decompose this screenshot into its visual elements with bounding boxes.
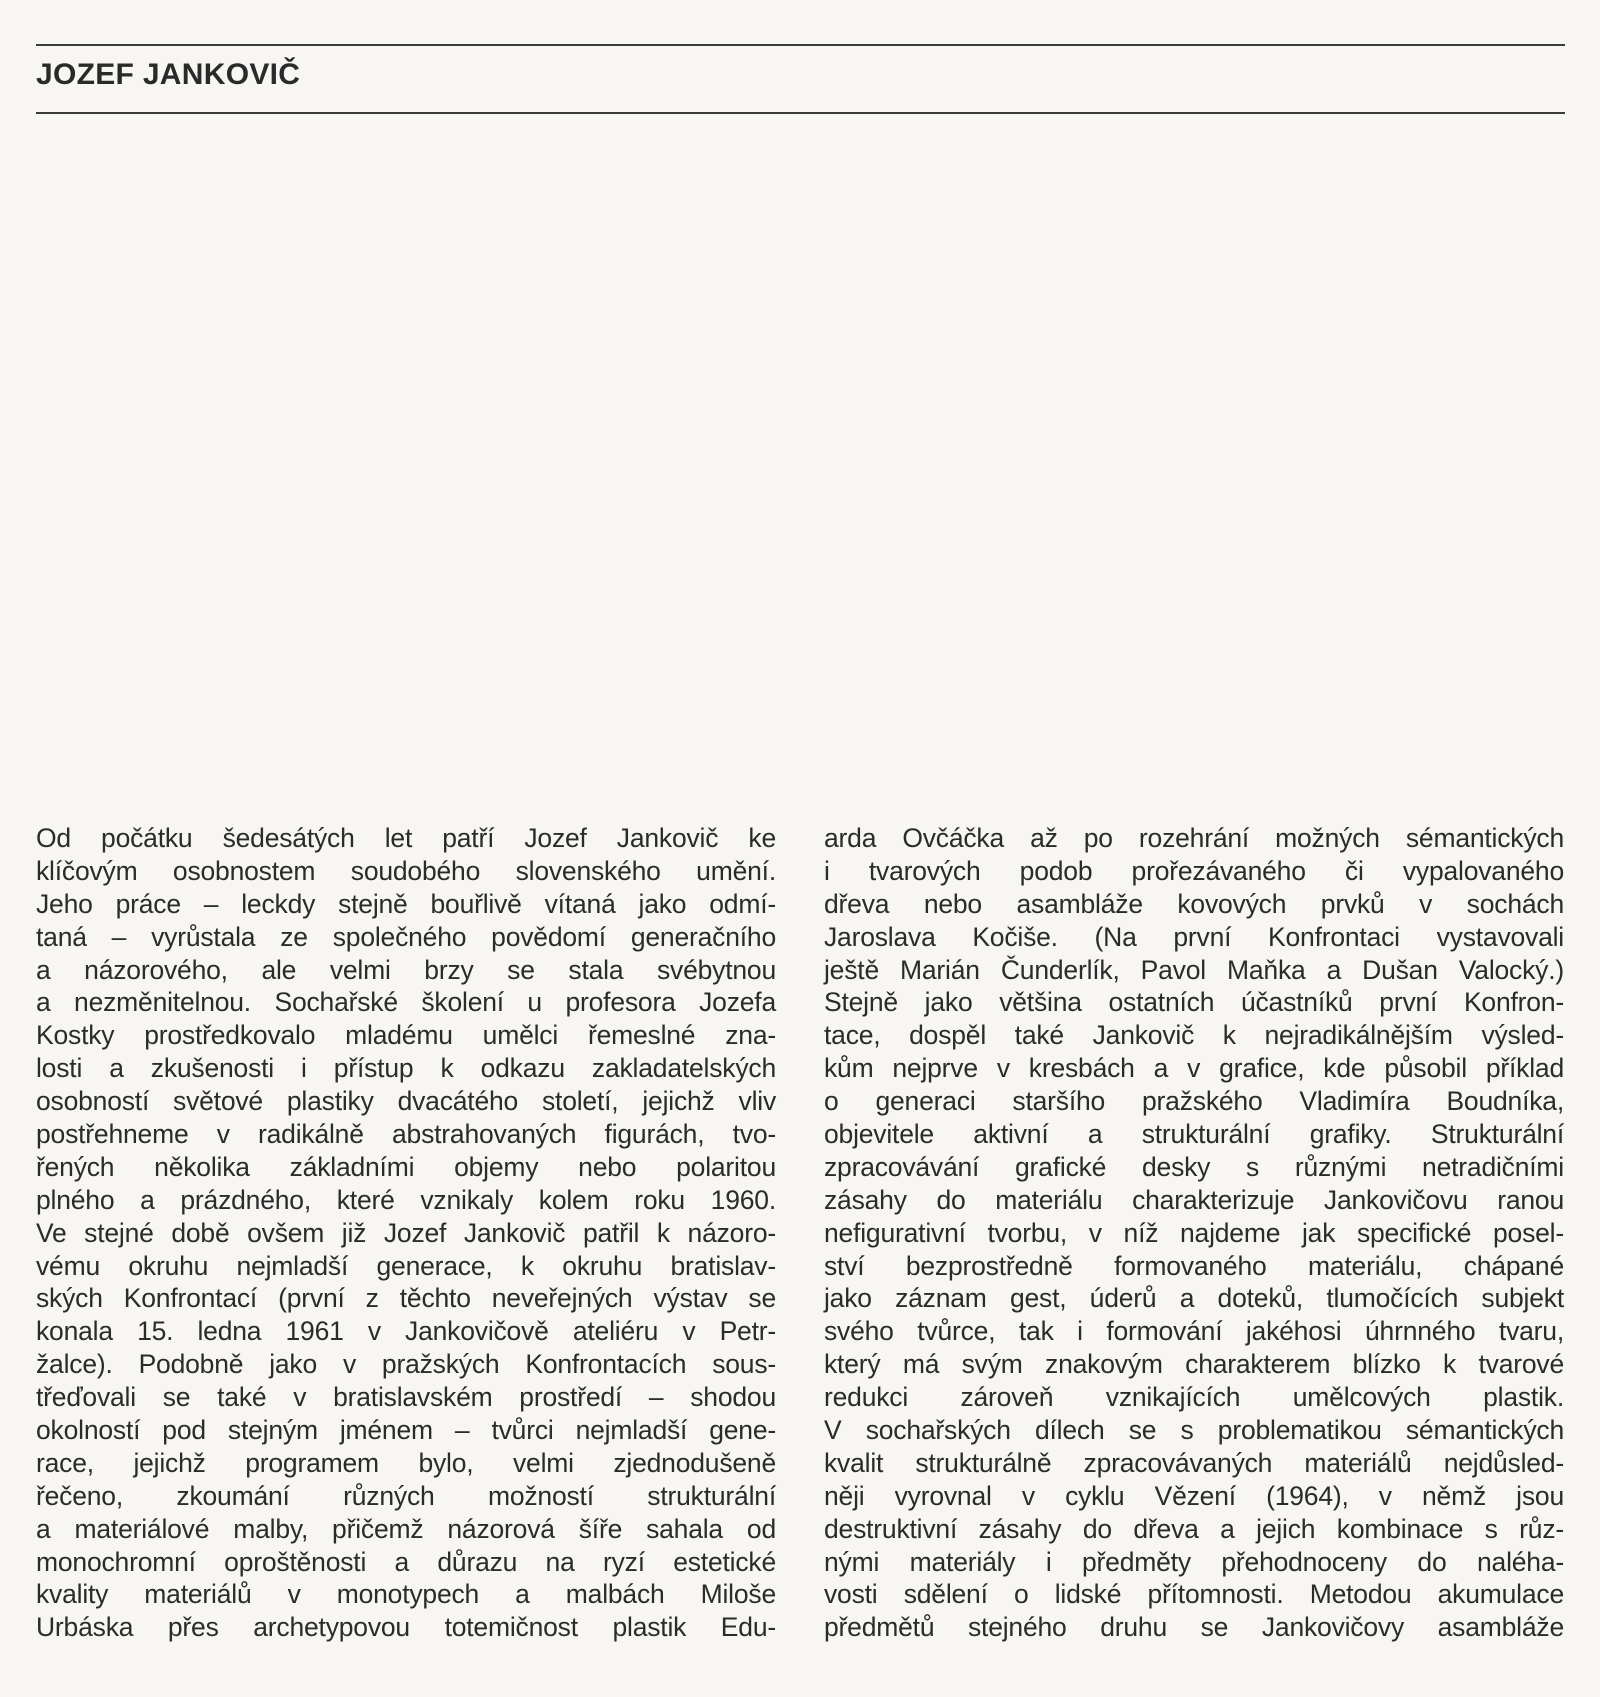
text-line: Od počátku šedesátých let patří Jozef Jankovič ke xyxy=(36,823,776,853)
text-column-right xyxy=(824,822,1564,1644)
text-line: i tvarových podob prořezávaného či vypalovaného xyxy=(824,855,1564,886)
text-line: nými materiály i předměty přehodnoceny do naléha- xyxy=(824,1546,1564,1577)
text-line: který má svým znakovým charakterem blízko k tvarové xyxy=(824,1349,1564,1380)
text-line: řečeno, zkoumání různých možností strukturální xyxy=(36,1480,776,1511)
text-line: arda Ovčáčka až po rozehrání možných sémantických xyxy=(824,823,1564,853)
text-line: třeďovali se také v bratislavském prostředí – shodou xyxy=(36,1382,776,1413)
text-line: Kostky prostředkovalo mladému umělci řemeslné zna- xyxy=(36,1020,776,1051)
text-line: vosti sdělení o lidské přítomnosti. Metodou akumulace xyxy=(824,1579,1564,1610)
title-underline-rule xyxy=(36,112,1565,114)
text-line: klíčovým osobnostem soudobého slovenského umění. xyxy=(36,855,776,886)
text-line: a nezměnitelnou. Sochařské školení u profesora Jozefa xyxy=(36,987,776,1018)
text-line: Jaroslava Kočiše. (Na první Konfrontaci vystavovali xyxy=(824,921,1564,952)
text-line: o generaci staršího pražského Vladimíra Boudníka, xyxy=(824,1086,1564,1117)
text-line: Urbáska přes archetypovou totemičnost plastik Edu- xyxy=(36,1612,776,1643)
text-line: kvalit strukturálně zpracovávaných materiálů nejdůsled- xyxy=(824,1447,1564,1478)
text-line: Stejně jako většina ostatních účastníků první Konfron- xyxy=(824,987,1564,1018)
text-line: kům nejprve v kresbách a v grafice, kde působil příklad xyxy=(824,1053,1564,1084)
text-line: objevitele aktivní a strukturální grafiky. Strukturální xyxy=(824,1119,1564,1150)
text-line: konala 15. ledna 1961 v Jankovičově ateliéru v Petr- xyxy=(36,1316,776,1347)
text-line: svého tvůrce, tak i formování jakéhosi úhrnného tvaru, xyxy=(824,1316,1564,1347)
text-line: postřehneme v radikálně abstrahovaných figurách, tvo- xyxy=(36,1119,776,1150)
text-line: losti a zkušenosti i přístup k odkazu zakladatelských xyxy=(36,1053,776,1084)
text-line: race, jejichž programem bylo, velmi zjednodušeně xyxy=(36,1447,776,1478)
page-title: JOZEF JANKOVIČ xyxy=(36,58,301,91)
text-line: ství bezprostředně formovaného materiálu, chápané xyxy=(824,1250,1564,1281)
text-line: dřeva nebo asambláže kovových prvků v sochách xyxy=(824,888,1564,919)
text-line: nefigurativní tvorbu, v níž najdeme jak specifické posel- xyxy=(824,1217,1564,1248)
text-line: jako záznam gest, úderů a doteků, tlumočících subjekt xyxy=(824,1283,1564,1314)
top-rule xyxy=(36,44,1565,46)
text-line: něji vyrovnal v cyklu Vězení (1964), v němž jsou xyxy=(824,1480,1564,1511)
text-line: monochromní oproštěnosti a důrazu na ryzí estetické xyxy=(36,1546,776,1577)
text-line: zásahy do materiálu charakterizuje Jankovičovu ranou xyxy=(824,1184,1564,1215)
text-line: okolností pod stejným jménem – tvůrci nejmladší gene- xyxy=(36,1415,776,1446)
text-line: V sochařských dílech se s problematikou sémantických xyxy=(824,1415,1564,1446)
text-line: řených několika základními objemy nebo polaritou xyxy=(36,1151,776,1182)
text-line: předmětů stejného druhu se Jankovičovy asambláže xyxy=(824,1612,1564,1643)
text-line: ských Konfrontací (první z těchto neveřejných výstav se xyxy=(36,1283,776,1314)
text-line: Jeho práce – leckdy stejně bouřlivě vítaná jako odmí- xyxy=(36,888,776,919)
text-line: tace, dospěl také Jankovič k nejradikálnějším výsled- xyxy=(824,1020,1564,1051)
text-line: Ve stejné době ovšem již Jozef Jankovič patřil k názoro- xyxy=(36,1217,776,1248)
text-line: plného a prázdného, které vznikaly kolem roku 1960. xyxy=(36,1184,776,1215)
text-column-left xyxy=(36,822,776,1644)
text-line: a názorového, ale velmi brzy se stala svébytnou xyxy=(36,954,776,985)
text-line: ještě Marián Čunderlík, Pavol Maňka a Dušan Valocký.) xyxy=(824,954,1564,985)
text-line: a materiálové malby, přičemž názorová šíře sahala od xyxy=(36,1513,776,1544)
text-line: redukci zároveň vznikajících umělcových plastik. xyxy=(824,1382,1564,1413)
text-line: destruktivní zásahy do dřeva a jejich kombinace s růz- xyxy=(824,1513,1564,1544)
text-line: vému okruhu nejmladší generace, k okruhu bratislav- xyxy=(36,1250,776,1281)
text-line: žalce). Podobně jako v pražských Konfrontacích sous- xyxy=(36,1349,776,1380)
text-line: zpracovávání grafické desky s různými netradičními xyxy=(824,1151,1564,1182)
text-line: taná – vyrůstala ze společného povědomí generačního xyxy=(36,921,776,952)
text-line: osobností světové plastiky dvacátého století, jejichž vliv xyxy=(36,1086,776,1117)
text-line: kvality materiálů v monotypech a malbách Miloše xyxy=(36,1579,776,1610)
